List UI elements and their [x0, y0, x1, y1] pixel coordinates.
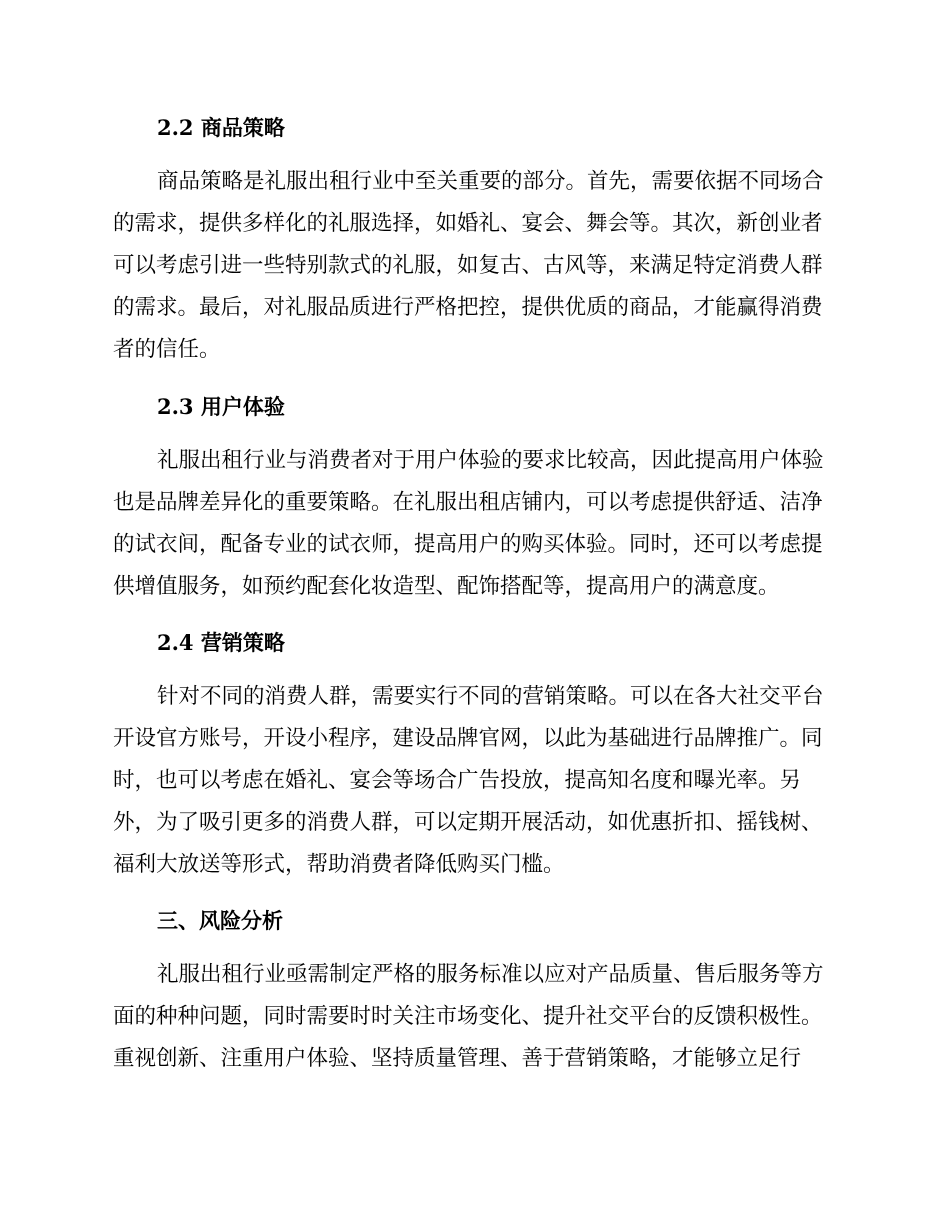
paragraph-line: 面的种种问题，同时需要时时关注市场变化、提升社交平台的反馈积极性。 — [113, 1004, 823, 1029]
paragraph-line: 开设官方账号，开设小程序，建设品牌官网，以此为基础进行品牌推广。同 — [113, 726, 823, 751]
paragraph-line: 供增值服务，如预约配套化妆造型、配饰搭配等，提高用户的满意度。 — [113, 574, 780, 599]
paragraph-line: 商品策略是礼服出租行业中至关重要的部分。首先，需要依据不同场合 — [157, 169, 824, 194]
paragraph-line: 也是品牌差异化的重要策略。在礼服出租店铺内，可以考虑提供舒适、洁净 — [113, 490, 823, 515]
paragraph-line: 礼服出租行业亟需制定严格的服务标准以应对产品质量、售后服务等方 — [157, 962, 824, 987]
section-heading-2-3: 2.3 用户体验 — [157, 394, 285, 419]
paragraph-line: 的需求，提供多样化的礼服选择，如婚礼、宴会、舞会等。其次，新创业者 — [113, 211, 823, 236]
section-heading-2-2: 2.2 商品策略 — [157, 115, 285, 140]
paragraph-line: 福利大放送等形式，帮助消费者降低购买门槛。 — [113, 852, 565, 877]
section-heading-3: 三、风险分析 — [157, 908, 283, 933]
paragraph-line: 可以考虑引进一些特别款式的礼服，如复古、古风等，来满足特定消费人群 — [113, 253, 823, 278]
paragraph-line: 针对不同的消费人群，需要实行不同的营销策略。可以在各大社交平台 — [157, 684, 824, 709]
paragraph-line: 时，也可以考虑在婚礼、宴会等场合广告投放，提高知名度和曝光率。另 — [113, 768, 802, 793]
paragraph-line: 外，为了吸引更多的消费人群，可以定期开展活动，如优惠折扣、摇钱树、 — [113, 810, 823, 835]
paragraph-line: 重视创新、注重用户体验、坚持质量管理、善于营销策略，才能够立足行 — [113, 1046, 802, 1071]
paragraph-line: 者的信任。 — [113, 337, 221, 362]
section-heading-2-4: 2.4 营销策略 — [157, 630, 285, 655]
paragraph-line: 的需求。最后，对礼服品质进行严格把控，提供优质的商品，才能赢得消费 — [113, 295, 823, 320]
paragraph-line: 的试衣间，配备专业的试衣师，提高用户的购买体验。同时，还可以考虑提 — [113, 532, 823, 557]
paragraph-line: 礼服出租行业与消费者对于用户体验的要求比较高，因此提高用户体验 — [157, 448, 824, 473]
